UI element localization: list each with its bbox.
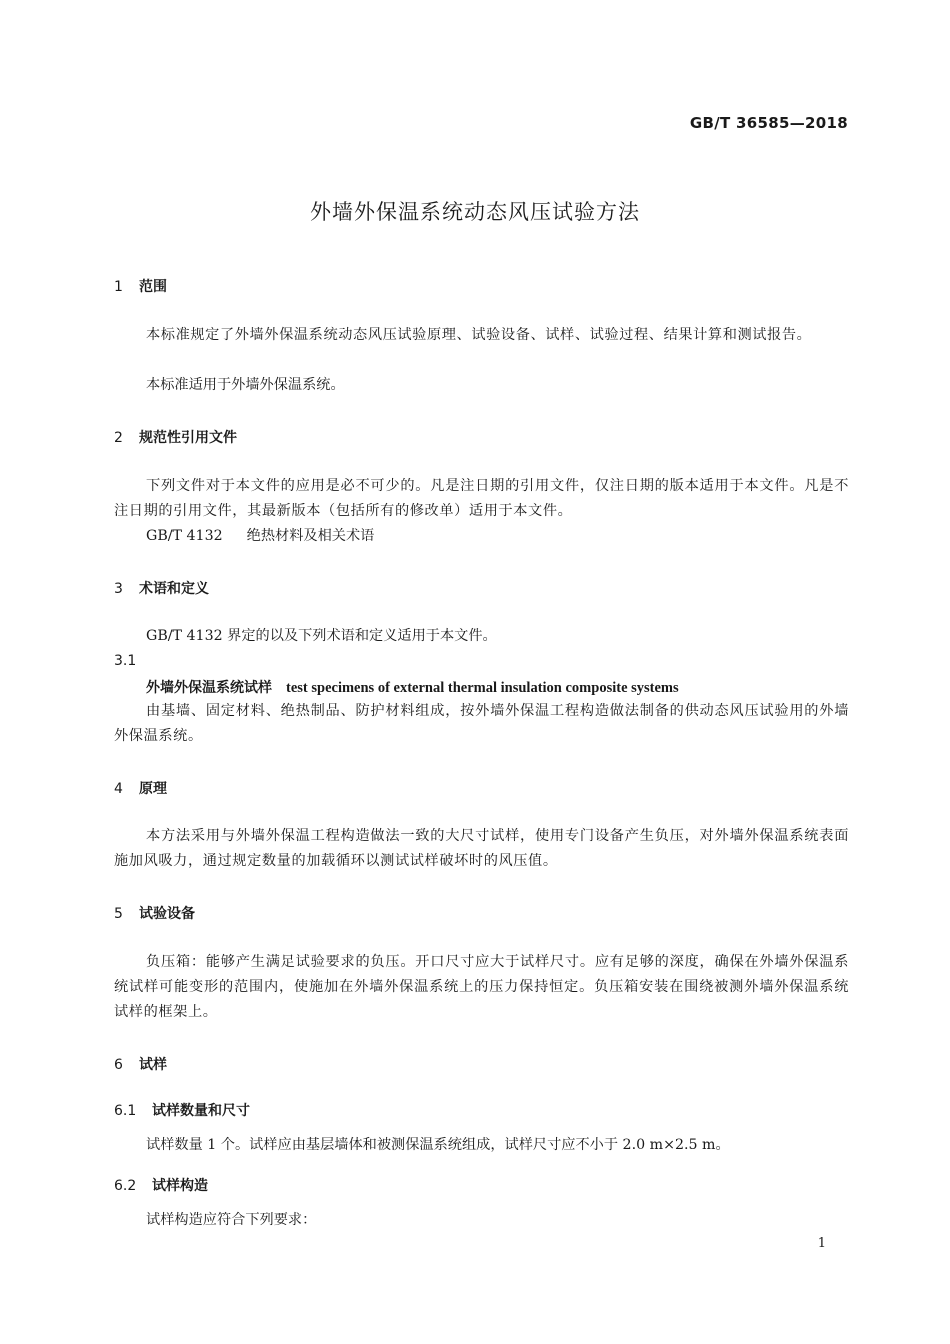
- subsection-title: 试样构造: [152, 1178, 208, 1194]
- section-title: 原理: [139, 781, 167, 797]
- reference-title: 绝热材料及相关术语: [246, 528, 375, 544]
- section-title: 试验设备: [139, 906, 195, 922]
- section-title: 术语和定义: [139, 581, 209, 597]
- section-number: 4: [114, 781, 123, 797]
- section-5-paragraph-1: 负压箱：能够产生满足试验要求的负压。开口尺寸应大于试样尺寸。应有足够的深度，确保在外墙外保温系统试样可能变形的范围内，使施加在外墙外保温系统上的压力保持恒定。负压箱安装在围绕被测外墙外保温系统试样的框架上。: [114, 954, 849, 1020]
- section-2-heading: [114, 427, 237, 447]
- section-5-heading: [114, 903, 195, 923]
- subsection-6-2-heading: [114, 1175, 208, 1195]
- section-3-heading: [114, 578, 209, 598]
- section-number: 3: [114, 581, 123, 597]
- section-3-paragraph-1: GB/T 4132 界定的以及下列术语和定义适用于本文件。: [146, 628, 497, 644]
- section-number: 6: [114, 1057, 123, 1073]
- page-number: 1: [817, 1236, 826, 1251]
- subsection-number: 6.2: [114, 1178, 137, 1194]
- subsection-6-1-heading: [114, 1100, 250, 1120]
- subsection-title: 试样数量和尺寸: [152, 1103, 250, 1119]
- term-number: 3.1: [114, 653, 137, 669]
- document-title: 外墙外保温系统动态风压试验方法: [310, 200, 640, 224]
- subsection-6-1-paragraph: 试样数量 1 个。试样应由基层墙体和被测保温系统组成，试样尺寸应不小于 2.0 m×2.5 m。: [146, 1137, 730, 1153]
- normative-reference: [146, 524, 374, 549]
- section-1-paragraph-1: 本标准规定了外墙外保温系统动态风压试验原理、试验设备、试样、试验过程、结果计算和测试报告。: [146, 327, 812, 343]
- section-number: 2: [114, 430, 123, 446]
- section-4-heading: [114, 778, 167, 798]
- term-definition: 由基墙、固定材料、绝热制品、防护材料组成，按外墙外保温工程构造做法制备的供动态风压试验用的外墙外保温系统。: [114, 703, 849, 744]
- section-number: 5: [114, 906, 123, 922]
- reference-code: GB/T 4132: [146, 528, 223, 544]
- section-2-paragraph-1: 下列文件对于本文件的应用是必不可少的。凡是注日期的引用文件，仅注日期的版本适用于本文件。凡是不注日期的引用文件，其最新版本（包括所有的修改单）适用于本文件。: [114, 478, 849, 519]
- section-1-heading: [114, 276, 167, 296]
- section-title: 范围: [139, 279, 167, 295]
- section-number: 1: [114, 279, 123, 295]
- section-title: 规范性引用文件: [139, 430, 237, 446]
- standard-number: GB/T 36585—2018: [689, 114, 848, 132]
- term-chinese: 外墙外保温系统试样: [146, 680, 272, 696]
- subsection-number: 6.1: [114, 1103, 137, 1119]
- section-1-paragraph-2: 本标准适用于外墙外保温系统。: [146, 377, 345, 393]
- section-6-heading: [114, 1054, 167, 1074]
- term-english: test specimens of external thermal insulation composite systems: [286, 680, 679, 696]
- section-4-paragraph-1: 本方法采用与外墙外保温工程构造做法一致的大尺寸试样，使用专门设备产生负压，对外墙外保温系统表面施加风吸力，通过规定数量的加载循环以测试试样破坏时的风压值。: [114, 828, 849, 869]
- term-heading: [146, 677, 679, 697]
- subsection-6-2-paragraph: 试样构造应符合下列要求：: [146, 1212, 317, 1228]
- section-title: 试样: [139, 1057, 167, 1073]
